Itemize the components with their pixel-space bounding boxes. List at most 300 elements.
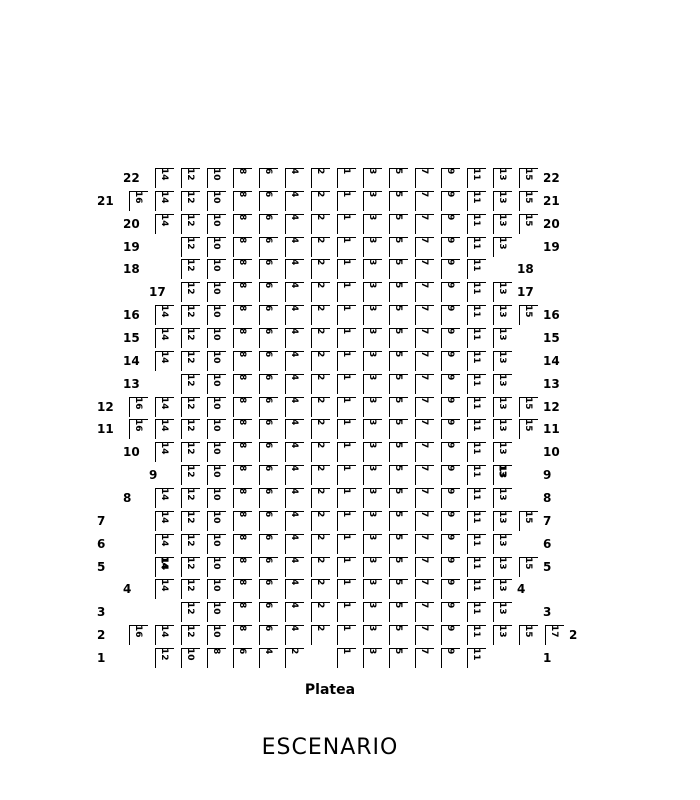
seat-row5-n2[interactable] [311, 557, 330, 577]
seat-row22-n4[interactable] [285, 168, 304, 188]
seat-row15-n5[interactable] [389, 328, 408, 348]
seat-row12-n5[interactable] [389, 397, 408, 417]
seat-row4-n3[interactable] [363, 579, 382, 599]
seat-row15-n6[interactable] [259, 328, 278, 348]
seat-row2-n4[interactable] [285, 625, 304, 645]
seat-row4-n10[interactable] [207, 579, 226, 599]
seat-row1-n8[interactable] [207, 648, 226, 668]
seat-row9-n8[interactable] [233, 465, 252, 485]
seat-row5-n14[interactable] [155, 557, 174, 577]
seat-row8-n3[interactable] [363, 488, 382, 508]
seat-row7-n5[interactable] [389, 511, 408, 531]
seat-row11-n3[interactable] [363, 419, 382, 439]
seat-row12-n13[interactable] [493, 397, 512, 417]
seat-row2-n16[interactable] [129, 625, 148, 645]
seat-row3-n4[interactable] [285, 602, 304, 622]
seat-row20-n14[interactable] [155, 214, 174, 234]
seat-row13-n1[interactable] [337, 374, 356, 394]
seat-row13-n12[interactable] [181, 374, 200, 394]
seat-row2-n17[interactable] [545, 625, 564, 645]
seat-row8-n5[interactable] [389, 488, 408, 508]
seat-row1-n4[interactable] [259, 648, 278, 668]
seat-row16-n4[interactable] [285, 305, 304, 325]
seat-row12-n1[interactable] [337, 397, 356, 417]
seat-row15-n7[interactable] [415, 328, 434, 348]
seat-row15-n4[interactable] [285, 328, 304, 348]
seat-row22-n11[interactable] [467, 168, 486, 188]
seat-row5-n9[interactable] [441, 557, 460, 577]
seat-row17-n3[interactable] [363, 282, 382, 302]
seat-row9-n13[interactable] [493, 465, 512, 485]
seat-row18-n2[interactable] [311, 259, 330, 279]
seat-row12-n2[interactable] [311, 397, 330, 417]
seat-row8-n2[interactable] [311, 488, 330, 508]
seat-row10-n9[interactable] [441, 442, 460, 462]
seat-row4-n13[interactable] [493, 579, 512, 599]
seat-row7-n6[interactable] [259, 511, 278, 531]
seat-row8-n12[interactable] [181, 488, 200, 508]
seat-row21-n16[interactable] [129, 191, 148, 211]
seat-row7-n9[interactable] [441, 511, 460, 531]
seat-row15-n9[interactable] [441, 328, 460, 348]
seat-row2-n15[interactable] [519, 625, 538, 645]
seat-row11-n10[interactable] [207, 419, 226, 439]
seat-row2-n1[interactable] [337, 625, 356, 645]
seat-row5-n1[interactable] [337, 557, 356, 577]
seat-row21-n1[interactable] [337, 191, 356, 211]
seat-row17-n12[interactable] [181, 282, 200, 302]
seat-row11-n5[interactable] [389, 419, 408, 439]
seat-row1-n6[interactable] [233, 648, 252, 668]
seat-row22-n8[interactable] [233, 168, 252, 188]
seat-row9-n9[interactable] [441, 465, 460, 485]
seat-row9-n10[interactable] [207, 465, 226, 485]
seat-row6-n1[interactable] [337, 534, 356, 554]
seat-row2-n3[interactable] [363, 625, 382, 645]
seat-row16-n8[interactable] [233, 305, 252, 325]
seat-row21-n5[interactable] [389, 191, 408, 211]
seat-row22-n12[interactable] [181, 168, 200, 188]
seat-row8-n4[interactable] [285, 488, 304, 508]
seat-row20-n12[interactable] [181, 214, 200, 234]
seat-row17-n2[interactable] [311, 282, 330, 302]
seat-row20-n8[interactable] [233, 214, 252, 234]
seat-row15-n8[interactable] [233, 328, 252, 348]
seat-row22-n5[interactable] [389, 168, 408, 188]
seat-row19-n4[interactable] [285, 237, 304, 257]
seat-row21-n9[interactable] [441, 191, 460, 211]
seat-row21-n13[interactable] [493, 191, 512, 211]
seat-row16-n13[interactable] [493, 305, 512, 325]
seat-row14-n8[interactable] [233, 351, 252, 371]
seat-row19-n8[interactable] [233, 237, 252, 257]
seat-row18-n7[interactable] [415, 259, 434, 279]
seat-row15-n13[interactable] [493, 328, 512, 348]
seat-row19-n5[interactable] [389, 237, 408, 257]
seat-row21-n10[interactable] [207, 191, 226, 211]
seat-row6-n3[interactable] [363, 534, 382, 554]
seat-row17-n7[interactable] [415, 282, 434, 302]
seat-row20-n15[interactable] [519, 214, 538, 234]
seat-row1-n10[interactable] [181, 648, 200, 668]
seat-row17-n1[interactable] [337, 282, 356, 302]
seat-row5-n7[interactable] [415, 557, 434, 577]
seat-row12-n3[interactable] [363, 397, 382, 417]
seat-row18-n6[interactable] [259, 259, 278, 279]
seat-row20-n2[interactable] [311, 214, 330, 234]
seat-row10-n12[interactable] [181, 442, 200, 462]
seat-row4-n6[interactable] [259, 579, 278, 599]
seat-row13-n6[interactable] [259, 374, 278, 394]
seat-row19-n3[interactable] [363, 237, 382, 257]
seat-row11-n13[interactable] [493, 419, 512, 439]
seat-row14-n4[interactable] [285, 351, 304, 371]
seat-row14-n5[interactable] [389, 351, 408, 371]
seat-row20-n13[interactable] [493, 214, 512, 234]
seat-row19-n13[interactable] [493, 237, 512, 257]
seat-row11-n9[interactable] [441, 419, 460, 439]
seat-row10-n6[interactable] [259, 442, 278, 462]
seat-row17-n11[interactable] [467, 282, 486, 302]
seat-row16-n14[interactable] [155, 305, 174, 325]
seat-row5-n6[interactable] [259, 557, 278, 577]
seat-row9-n2[interactable] [311, 465, 330, 485]
seat-row9-n12[interactable] [181, 465, 200, 485]
seat-row3-n7[interactable] [415, 602, 434, 622]
seat-row10-n14[interactable] [155, 442, 174, 462]
seat-row15-n3[interactable] [363, 328, 382, 348]
seat-row12-n16[interactable] [129, 397, 148, 417]
seat-row3-n5[interactable] [389, 602, 408, 622]
seat-row19-n12[interactable] [181, 237, 200, 257]
seat-row15-n2[interactable] [311, 328, 330, 348]
seat-row18-n8[interactable] [233, 259, 252, 279]
seat-row13-n4[interactable] [285, 374, 304, 394]
seat-row9-n4[interactable] [285, 465, 304, 485]
seat-row18-n5[interactable] [389, 259, 408, 279]
seat-row5-n12[interactable] [181, 557, 200, 577]
seat-row18-n11[interactable] [467, 259, 486, 279]
seat-row6-n6[interactable] [259, 534, 278, 554]
seat-row16-n7[interactable] [415, 305, 434, 325]
seat-row10-n7[interactable] [415, 442, 434, 462]
seat-row17-n8[interactable] [233, 282, 252, 302]
seat-row15-n12[interactable] [181, 328, 200, 348]
seat-row2-n6[interactable] [259, 625, 278, 645]
seat-row12-n14[interactable] [155, 397, 174, 417]
seat-row16-n3[interactable] [363, 305, 382, 325]
seat-row6-n13[interactable] [493, 534, 512, 554]
seat-row20-n5[interactable] [389, 214, 408, 234]
seat-row6-n11[interactable] [467, 534, 486, 554]
seat-row4-n4[interactable] [285, 579, 304, 599]
seat-row9-n5[interactable] [389, 465, 408, 485]
seat-row5-n5[interactable] [389, 557, 408, 577]
seat-row21-n6[interactable] [259, 191, 278, 211]
seat-row1-n12[interactable] [155, 648, 174, 668]
seat-row21-n11[interactable] [467, 191, 486, 211]
seat-row17-n6[interactable] [259, 282, 278, 302]
seat-row18-n4[interactable] [285, 259, 304, 279]
seat-row19-n10[interactable] [207, 237, 226, 257]
seat-row6-n9[interactable] [441, 534, 460, 554]
seat-row4-n11[interactable] [467, 579, 486, 599]
seat-row2-n8[interactable] [233, 625, 252, 645]
seat-row22-n6[interactable] [259, 168, 278, 188]
seat-row13-n13[interactable] [493, 374, 512, 394]
seat-row22-n14[interactable] [155, 168, 174, 188]
seat-row14-n7[interactable] [415, 351, 434, 371]
seat-row14-n14[interactable] [155, 351, 174, 371]
seat-row18-n1[interactable] [337, 259, 356, 279]
seat-row22-n10[interactable] [207, 168, 226, 188]
seat-row13-n9[interactable] [441, 374, 460, 394]
seat-row16-n15[interactable] [519, 305, 538, 325]
seat-row6-n5[interactable] [389, 534, 408, 554]
seat-row12-n4[interactable] [285, 397, 304, 417]
seat-row11-n12[interactable] [181, 419, 200, 439]
seat-row10-n10[interactable] [207, 442, 226, 462]
seat-row13-n11[interactable] [467, 374, 486, 394]
seat-row11-n2[interactable] [311, 419, 330, 439]
seat-row20-n3[interactable] [363, 214, 382, 234]
seat-row7-n12[interactable] [181, 511, 200, 531]
seat-row12-n9[interactable] [441, 397, 460, 417]
seat-row2-n10[interactable] [207, 625, 226, 645]
seat-row9-n6[interactable] [259, 465, 278, 485]
seat-row11-n8[interactable] [233, 419, 252, 439]
seat-row13-n7[interactable] [415, 374, 434, 394]
seat-row8-n9[interactable] [441, 488, 460, 508]
seat-row16-n5[interactable] [389, 305, 408, 325]
seat-row2-n9[interactable] [441, 625, 460, 645]
seat-row21-n14[interactable] [155, 191, 174, 211]
seat-row5-n15[interactable] [519, 557, 538, 577]
seat-row5-n3[interactable] [363, 557, 382, 577]
seat-row14-n10[interactable] [207, 351, 226, 371]
seat-row14-n3[interactable] [363, 351, 382, 371]
seat-row17-n10[interactable] [207, 282, 226, 302]
seat-row8-n7[interactable] [415, 488, 434, 508]
seat-row4-n5[interactable] [389, 579, 408, 599]
seat-row20-n7[interactable] [415, 214, 434, 234]
seat-row5-n4[interactable] [285, 557, 304, 577]
seat-row22-n15[interactable] [519, 168, 538, 188]
seat-row4-n8[interactable] [233, 579, 252, 599]
seat-row6-n8[interactable] [233, 534, 252, 554]
seat-row16-n1[interactable] [337, 305, 356, 325]
seat-row17-n13[interactable] [493, 282, 512, 302]
seat-row11-n11[interactable] [467, 419, 486, 439]
seat-row15-n11[interactable] [467, 328, 486, 348]
seat-row20-n11[interactable] [467, 214, 486, 234]
seat-row1-n9[interactable] [441, 648, 460, 668]
seat-row20-n1[interactable] [337, 214, 356, 234]
seat-row19-n1[interactable] [337, 237, 356, 257]
seat-row2-n5[interactable] [389, 625, 408, 645]
seat-row1-n1[interactable] [337, 648, 356, 668]
seat-row7-n3[interactable] [363, 511, 382, 531]
seat-row3-n9[interactable] [441, 602, 460, 622]
seat-row8-n6[interactable] [259, 488, 278, 508]
seat-row5-n11[interactable] [467, 557, 486, 577]
seat-row18-n10[interactable] [207, 259, 226, 279]
seat-row3-n12[interactable] [181, 602, 200, 622]
seat-row15-n14[interactable] [155, 328, 174, 348]
seat-row12-n11[interactable] [467, 397, 486, 417]
seat-row5-n13[interactable] [493, 557, 512, 577]
seat-row3-n3[interactable] [363, 602, 382, 622]
seat-row10-n4[interactable] [285, 442, 304, 462]
seat-row12-n7[interactable] [415, 397, 434, 417]
seat-row22-n9[interactable] [441, 168, 460, 188]
seat-row16-n9[interactable] [441, 305, 460, 325]
seat-row3-n2[interactable] [311, 602, 330, 622]
seat-row9-n11[interactable] [467, 465, 486, 485]
seat-row4-n1[interactable] [337, 579, 356, 599]
seat-row1-n3[interactable] [363, 648, 382, 668]
seat-row17-n4[interactable] [285, 282, 304, 302]
seat-row4-n12[interactable] [181, 579, 200, 599]
seat-row19-n11[interactable] [467, 237, 486, 257]
seat-row10-n1[interactable] [337, 442, 356, 462]
seat-row14-n13[interactable] [493, 351, 512, 371]
seat-row8-n1[interactable] [337, 488, 356, 508]
seat-row13-n10[interactable] [207, 374, 226, 394]
seat-row10-n3[interactable] [363, 442, 382, 462]
seat-row11-n15[interactable] [519, 419, 538, 439]
seat-row14-n1[interactable] [337, 351, 356, 371]
seat-row6-n10[interactable] [207, 534, 226, 554]
seat-row2-n12[interactable] [181, 625, 200, 645]
seat-row1-n7[interactable] [415, 648, 434, 668]
seat-row7-n4[interactable] [285, 511, 304, 531]
seat-row12-n6[interactable] [259, 397, 278, 417]
seat-row12-n8[interactable] [233, 397, 252, 417]
seat-row7-n2[interactable] [311, 511, 330, 531]
seat-row4-n14[interactable] [155, 579, 174, 599]
seat-row12-n15[interactable] [519, 397, 538, 417]
seat-row11-n4[interactable] [285, 419, 304, 439]
seat-row3-n6[interactable] [259, 602, 278, 622]
seat-row21-n8[interactable] [233, 191, 252, 211]
seat-row8-n13[interactable] [493, 488, 512, 508]
seat-row10-n2[interactable] [311, 442, 330, 462]
seat-row1-n2[interactable] [285, 648, 304, 668]
seat-row8-n10[interactable] [207, 488, 226, 508]
seat-row17-n5[interactable] [389, 282, 408, 302]
seat-row16-n6[interactable] [259, 305, 278, 325]
seat-row14-n6[interactable] [259, 351, 278, 371]
seat-row11-n1[interactable] [337, 419, 356, 439]
seat-row7-n7[interactable] [415, 511, 434, 531]
seat-row10-n5[interactable] [389, 442, 408, 462]
seat-row7-n8[interactable] [233, 511, 252, 531]
seat-row21-n2[interactable] [311, 191, 330, 211]
seat-row7-n10[interactable] [207, 511, 226, 531]
seat-row18-n3[interactable] [363, 259, 382, 279]
seat-row4-n9[interactable] [441, 579, 460, 599]
seat-row10-n13[interactable] [493, 442, 512, 462]
seat-row19-n7[interactable] [415, 237, 434, 257]
seat-row22-n7[interactable] [415, 168, 434, 188]
seat-row20-n10[interactable] [207, 214, 226, 234]
seat-row21-n3[interactable] [363, 191, 382, 211]
seat-row18-n9[interactable] [441, 259, 460, 279]
seat-row21-n4[interactable] [285, 191, 304, 211]
seat-row15-n10[interactable] [207, 328, 226, 348]
seat-row19-n2[interactable] [311, 237, 330, 257]
seat-row11-n14[interactable] [155, 419, 174, 439]
seat-row9-n3[interactable] [363, 465, 382, 485]
seat-row5-n8[interactable] [233, 557, 252, 577]
seat-row14-n9[interactable] [441, 351, 460, 371]
seat-row2-n14[interactable] [155, 625, 174, 645]
seat-row13-n8[interactable] [233, 374, 252, 394]
seat-row7-n14[interactable] [155, 511, 174, 531]
seat-row3-n10[interactable] [207, 602, 226, 622]
seat-row13-n5[interactable] [389, 374, 408, 394]
seat-row8-n8[interactable] [233, 488, 252, 508]
seat-row15-n1[interactable] [337, 328, 356, 348]
seat-row3-n1[interactable] [337, 602, 356, 622]
seat-row6-n12[interactable] [181, 534, 200, 554]
seat-row22-n1[interactable] [337, 168, 356, 188]
seat-row17-n9[interactable] [441, 282, 460, 302]
seat-row7-n15[interactable] [519, 511, 538, 531]
seat-row14-n11[interactable] [467, 351, 486, 371]
seat-row7-n11[interactable] [467, 511, 486, 531]
seat-row20-n4[interactable] [285, 214, 304, 234]
seat-row19-n6[interactable] [259, 237, 278, 257]
seat-row2-n11[interactable] [467, 625, 486, 645]
seat-row16-n10[interactable] [207, 305, 226, 325]
seat-row22-n2[interactable] [311, 168, 330, 188]
seat-row18-n12[interactable] [181, 259, 200, 279]
seat-row6-n2[interactable] [311, 534, 330, 554]
seat-row11-n6[interactable] [259, 419, 278, 439]
seat-row16-n11[interactable] [467, 305, 486, 325]
seat-row10-n8[interactable] [233, 442, 252, 462]
seat-row3-n8[interactable] [233, 602, 252, 622]
seat-row21-n12[interactable] [181, 191, 200, 211]
seat-row6-n4[interactable] [285, 534, 304, 554]
seat-row16-n12[interactable] [181, 305, 200, 325]
seat-row11-n7[interactable] [415, 419, 434, 439]
seat-row3-n13[interactable] [493, 602, 512, 622]
seat-row4-n2[interactable] [311, 579, 330, 599]
seat-row7-n1[interactable] [337, 511, 356, 531]
seat-row12-n12[interactable] [181, 397, 200, 417]
seat-row9-n7[interactable] [415, 465, 434, 485]
seat-row21-n7[interactable] [415, 191, 434, 211]
seat-row3-n11[interactable] [467, 602, 486, 622]
seat-row20-n9[interactable] [441, 214, 460, 234]
seat-row11-n16[interactable] [129, 419, 148, 439]
seat-row2-n2[interactable] [311, 625, 330, 645]
seat-row7-n13[interactable] [493, 511, 512, 531]
seat-row14-n2[interactable] [311, 351, 330, 371]
seat-row22-n3[interactable] [363, 168, 382, 188]
seat-row20-n6[interactable] [259, 214, 278, 234]
seat-row19-n9[interactable] [441, 237, 460, 257]
seat-row2-n7[interactable] [415, 625, 434, 645]
seat-row9-n1[interactable] [337, 465, 356, 485]
seat-row22-n13[interactable] [493, 168, 512, 188]
seat-row16-n2[interactable] [311, 305, 330, 325]
seat-row8-n11[interactable] [467, 488, 486, 508]
seat-row1-n5[interactable] [389, 648, 408, 668]
